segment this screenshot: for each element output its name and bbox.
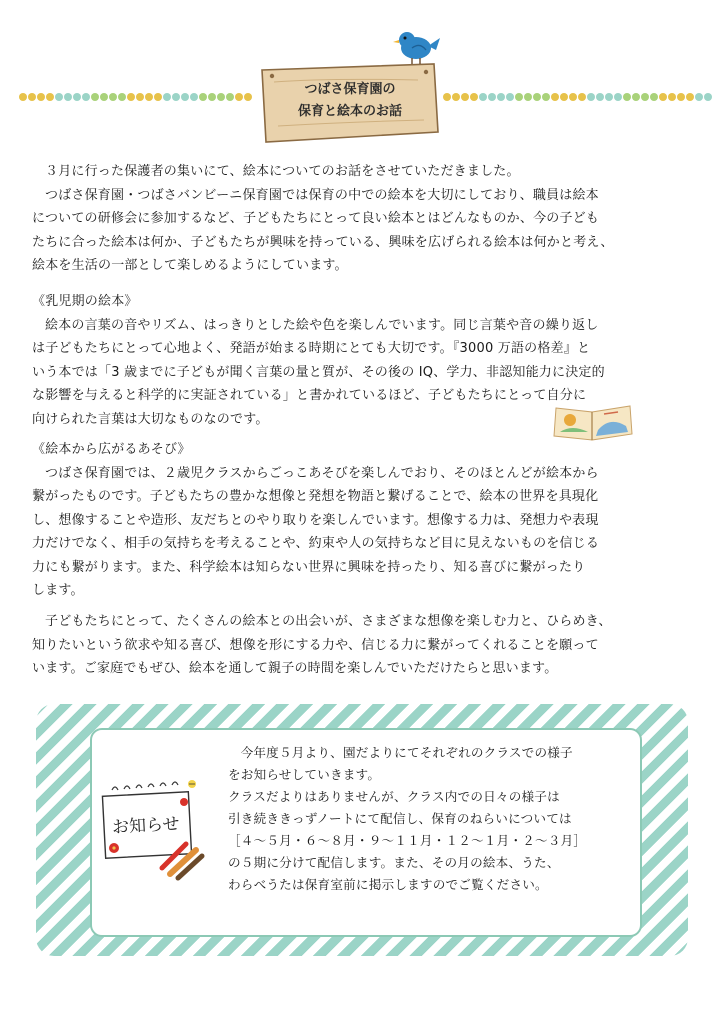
intro-line: つばさ保育園・つばさバンビーニ保育園では保育の中での絵本を大切にしており、職員は絵本 <box>45 187 599 203</box>
decorative-dot <box>695 93 703 101</box>
decorative-dot <box>208 93 216 101</box>
play-line: つばさ保育園では、２歳児クラスからごっこあそびを楽しんでおり、そのほとんどが絵本から <box>45 465 599 481</box>
infant-line: いう本では「3 歳までに子どもが聞く言葉の量と質が、その後の IQ、学力、非認知能力に決定的 <box>32 364 605 380</box>
decorative-dot <box>515 93 523 101</box>
title-line-2: 保育と絵本のお話 <box>297 104 402 119</box>
closing-line: 知りたいという欲求や知る喜び、想像を形にする力や、信じる力に繋がってくれることを願って <box>32 637 599 653</box>
play-section <box>32 438 692 603</box>
decorative-dot <box>677 93 685 101</box>
intro-paragraph-1: ３月に行った保護者の集いにて、絵本についてのお話をさせていただきました。 <box>45 164 520 179</box>
decorative-dot <box>82 93 90 101</box>
decorative-dot <box>199 93 207 101</box>
decorative-dot <box>136 93 144 101</box>
decorative-dot <box>704 93 712 101</box>
notice-line: わらべうたは保育室前に掲示しますのでご覧ください。 <box>228 877 548 892</box>
notice-line: 引き続ききっずノートにて配信し、保育のねらいについては <box>228 811 572 826</box>
page-title <box>262 79 438 123</box>
infant-line: な影響を与えると科学的に実証されている」と書かれているほど、子どもたちにとって自分に <box>32 388 587 403</box>
decorative-dot <box>641 93 649 101</box>
notice-memo-icon <box>100 776 210 884</box>
notice-line: ［４～５月・６～８月・９～１１月・１２～１月・２～３月］ <box>228 833 587 848</box>
decorative-dot <box>172 93 180 101</box>
decorative-dot <box>37 93 45 101</box>
decorative-dot <box>452 93 460 101</box>
infant-line: は子どもたちにとって心地よく、発語が始まる時期にとても大切です。『3000 万語の格差』と <box>32 341 591 356</box>
decorative-dot <box>650 93 658 101</box>
decorative-dot <box>190 93 198 101</box>
decorative-dot <box>668 93 676 101</box>
decorative-dot <box>470 93 478 101</box>
notice-line: 今年度５月より、園だよりにてそれぞれのクラスでの様子 <box>240 745 573 760</box>
decorative-dot <box>235 93 243 101</box>
decorative-dot <box>614 93 622 101</box>
title-line-1: つばさ保育園の <box>304 82 396 97</box>
decorative-dot <box>479 93 487 101</box>
decorative-dot <box>55 93 63 101</box>
decorative-dot <box>587 93 595 101</box>
decorative-dot <box>533 93 541 101</box>
infant-line: 絵本の言葉の音やリズム、はっきりとした絵や色を楽しんでいます。同じ言葉や音の繰り返し <box>45 317 599 333</box>
decorative-dot <box>596 93 604 101</box>
intro-line: についての研修会に参加するなど、子どもたちにとって良い絵本とはどんなものか、今の子ども <box>32 211 600 226</box>
decorative-dot <box>64 93 72 101</box>
dot-border-left <box>18 88 256 104</box>
play-line: します。 <box>32 583 84 598</box>
intro-line: 絵本を生活の一部として楽しめるようにしています。 <box>32 258 348 273</box>
decorative-dot <box>181 93 189 101</box>
play-line: し、想像することや造形、友だちとのやり取りを楽しんでいます。想像する力は、発想力や表現 <box>32 512 599 528</box>
decorative-dot <box>118 93 126 101</box>
decorative-dot <box>686 93 694 101</box>
decorative-dot <box>244 93 252 101</box>
decorative-dot <box>145 93 153 101</box>
decorative-dot <box>605 93 613 101</box>
infant-line: 向けられた言葉は大切なものなのです。 <box>32 411 269 427</box>
decorative-dot <box>443 93 451 101</box>
closing-line: います。ご家庭でもぜひ、絵本を通して親子の時間を楽しんでいただけたらと思います。 <box>32 661 558 676</box>
decorative-dot <box>46 93 54 101</box>
decorative-dot <box>461 93 469 101</box>
closing-section <box>32 610 692 681</box>
decorative-dot <box>127 93 135 101</box>
infant-heading: 《乳児期の絵本》 <box>32 294 138 309</box>
intro-line: たちに合った絵本は何か、子どもたちが興味を持っている、興味を広げられる絵本は何かと考え、 <box>32 234 614 250</box>
decorative-dot <box>560 93 568 101</box>
decorative-dot <box>91 93 99 101</box>
notice-text <box>228 742 638 896</box>
decorative-dot <box>100 93 108 101</box>
decorative-dot <box>578 93 586 101</box>
bluebird-icon <box>392 26 442 66</box>
decorative-dot <box>19 93 27 101</box>
decorative-dot <box>497 93 505 101</box>
play-heading: 《絵本から広がるあそび》 <box>32 442 191 457</box>
decorative-dot <box>659 93 667 101</box>
decorative-dot <box>217 93 225 101</box>
decorative-dot <box>542 93 550 101</box>
play-line: 力だけでなく、相手の気持ちを考えることや、約束や人の気持ちなど目に見えないものを信じる <box>32 536 600 551</box>
decorative-dot <box>488 93 496 101</box>
decorative-dot <box>28 93 36 101</box>
intro-section <box>32 160 692 278</box>
play-line: 繋がったものです。子どもたちの豊かな想像と発想を物語と繋げることで、絵本の世界を具現化 <box>32 489 599 504</box>
decorative-dot <box>569 93 577 101</box>
notice-line: の５期に分けて配信します。また、その月の絵本、うた、 <box>228 855 560 870</box>
decorative-dot <box>163 93 171 101</box>
decorative-dot <box>623 93 631 101</box>
decorative-dot <box>551 93 559 101</box>
notice-line: をお知らせしていきます。 <box>228 767 381 782</box>
open-book-icon <box>552 402 634 442</box>
decorative-dot <box>506 93 514 101</box>
decorative-dot <box>154 93 162 101</box>
decorative-dot <box>524 93 532 101</box>
decorative-dot <box>632 93 640 101</box>
dot-border-right <box>442 88 714 104</box>
notice-line: クラスだよりはありませんが、クラス内での日々の様子は <box>228 789 560 804</box>
play-line: 力にも繋がります。また、科学絵本は知らない世界に興味を持ったり、知る喜びに繋がったり <box>32 559 586 575</box>
decorative-dot <box>109 93 117 101</box>
decorative-dot <box>73 93 81 101</box>
closing-line: 子どもたちにとって、たくさんの絵本との出会いが、さまざまな想像を楽しむ力と、ひらめき、 <box>45 614 612 629</box>
decorative-dot <box>226 93 234 101</box>
notice-memo-label: お知らせ <box>111 814 181 838</box>
